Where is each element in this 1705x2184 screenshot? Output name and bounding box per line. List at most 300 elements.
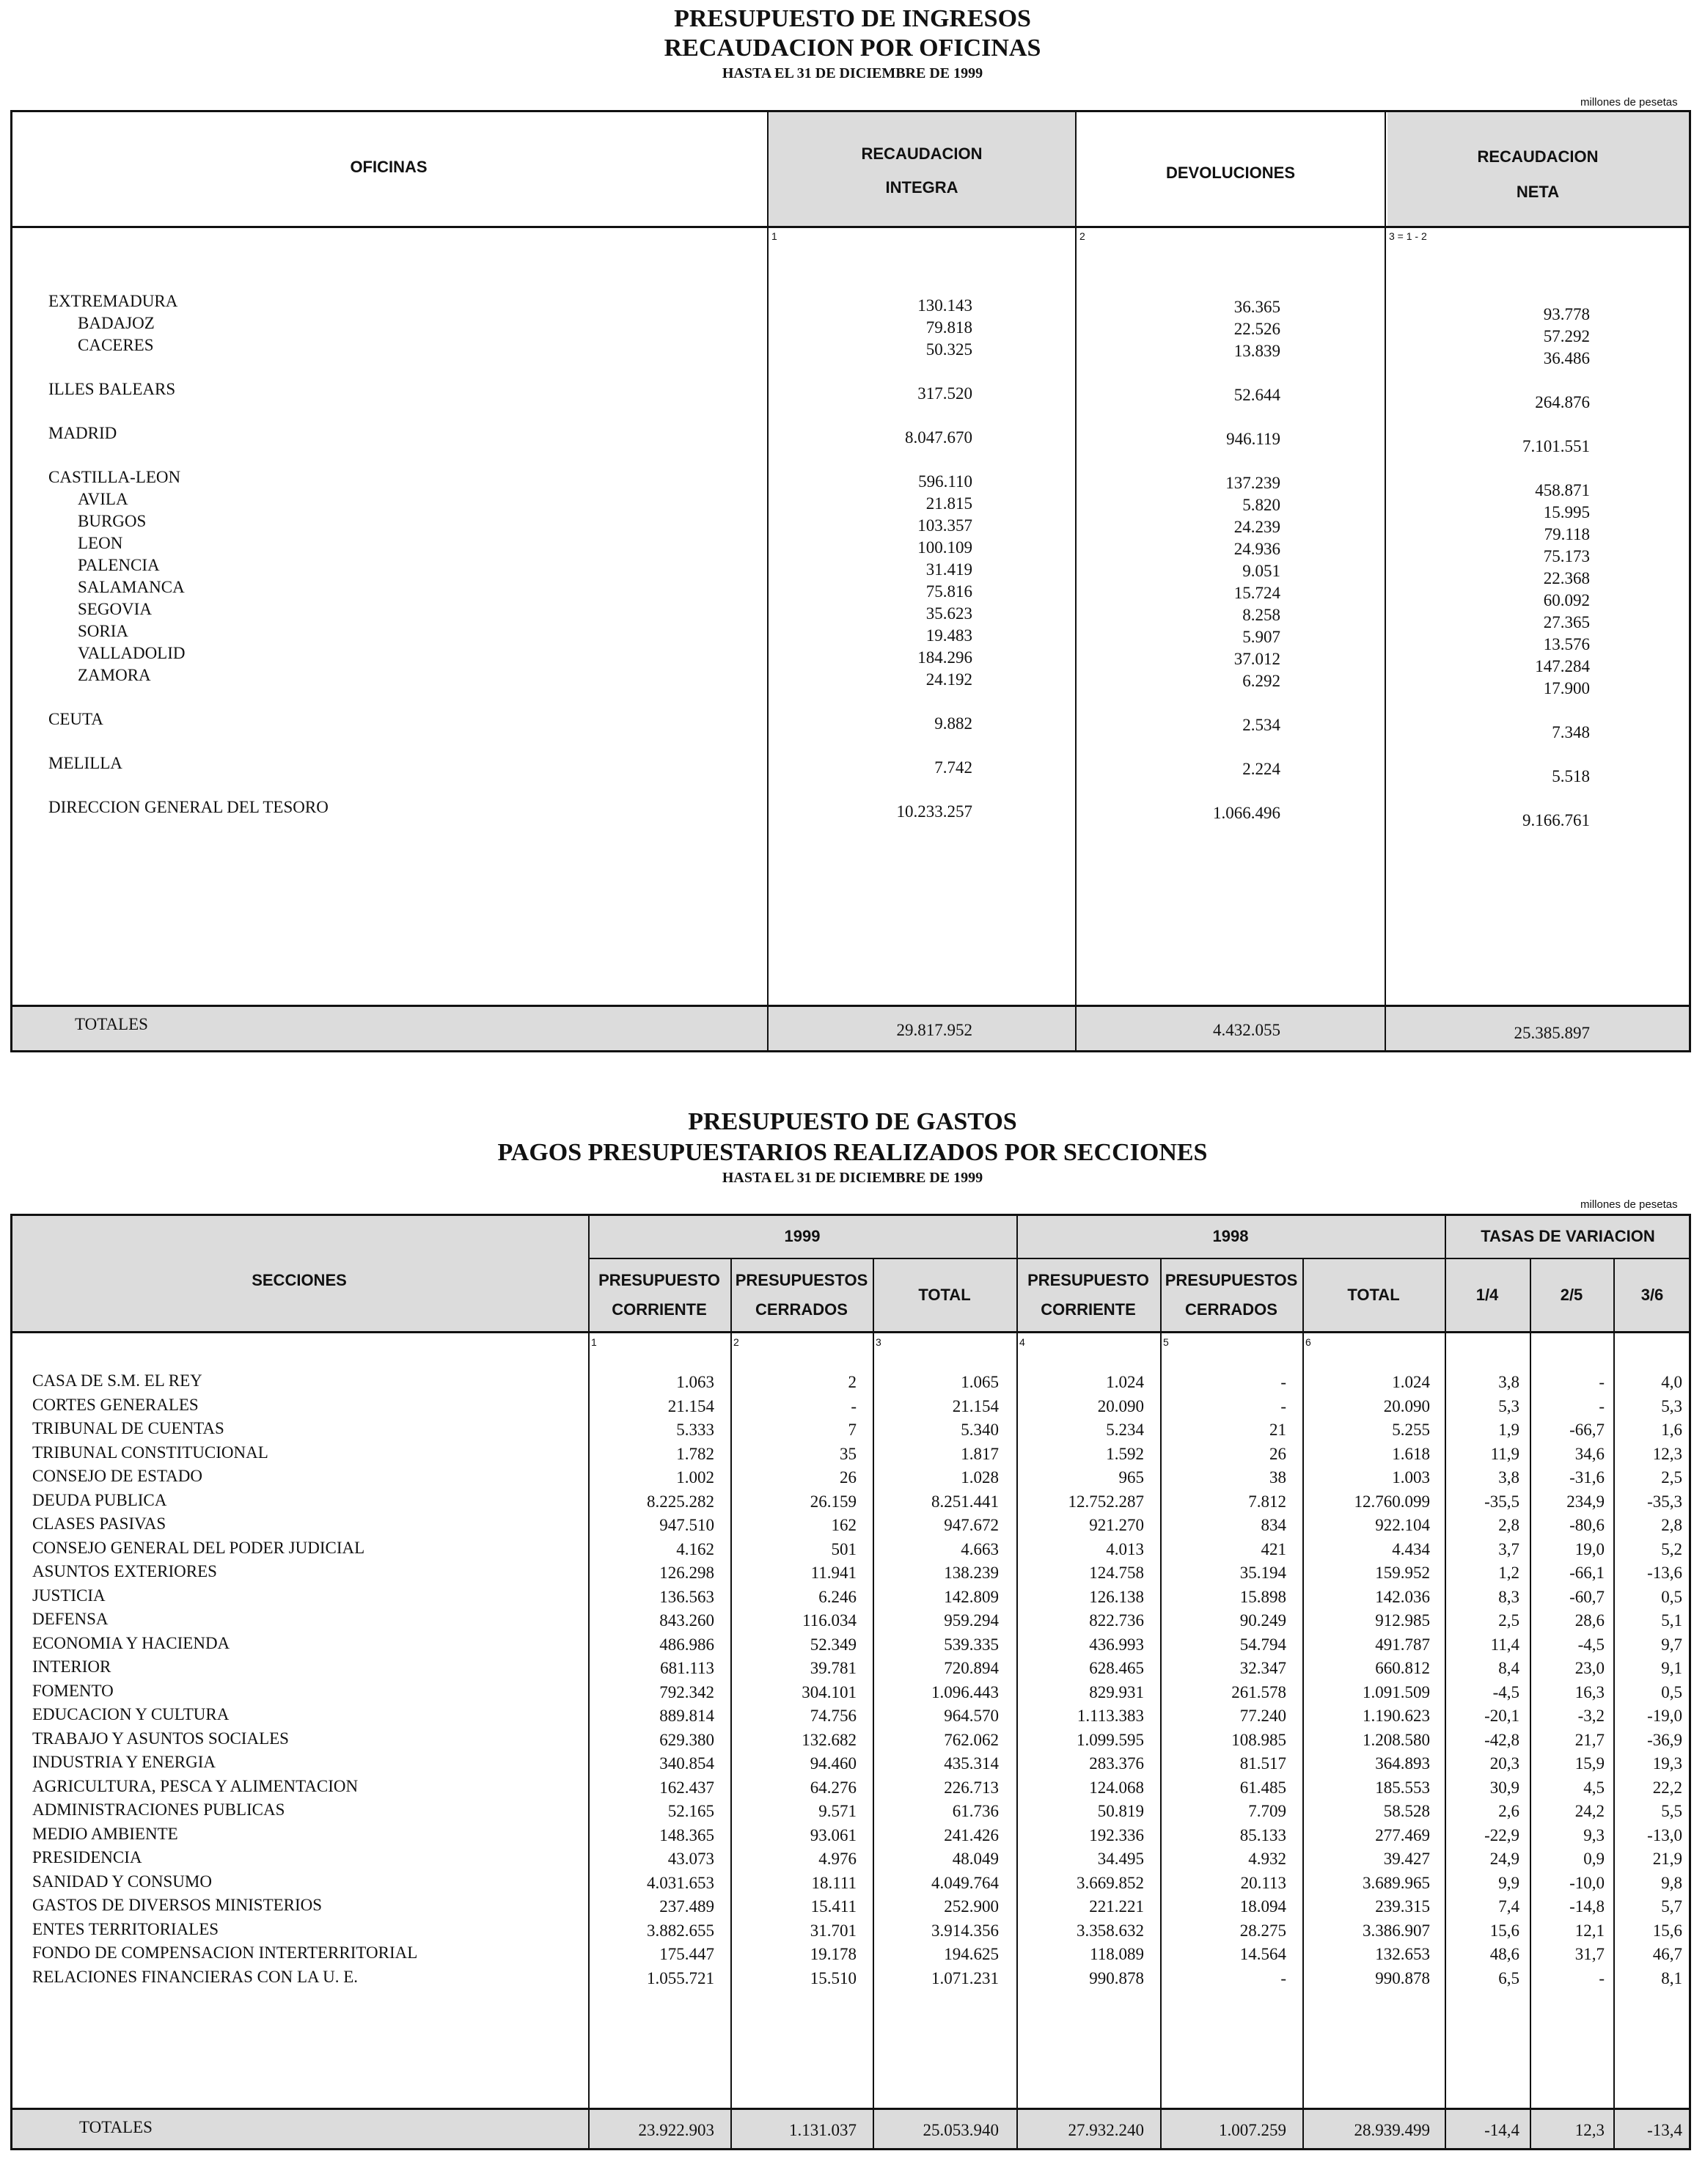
cell-total-1998: 5.255 bbox=[1392, 1421, 1430, 1439]
cell-rate-2-5: 16,3 bbox=[1574, 1683, 1605, 1701]
row-label: AGRICULTURA, PESCA Y ALIMENTACION bbox=[32, 1777, 359, 1795]
cell-neta: 9.166.761 bbox=[1522, 811, 1590, 829]
row-label: ILLES BALEARS bbox=[48, 380, 176, 398]
cell-pres-corriente-1999: 43.073 bbox=[667, 1850, 714, 1868]
col-header-integra-2: INTEGRA bbox=[885, 178, 958, 197]
col-header-rate-1-4: 1/4 bbox=[1475, 1286, 1499, 1304]
cell-total-1999: 138.239 bbox=[944, 1564, 999, 1582]
cell-rate-3-6: 12,3 bbox=[1652, 1445, 1682, 1463]
cell-rate-3-6: 5,2 bbox=[1661, 1540, 1682, 1558]
cell-pres-cerrados-1999: 9.571 bbox=[818, 1802, 857, 1820]
cell-pres-corriente-1999: 52.165 bbox=[667, 1802, 714, 1820]
cell-pres-cerrados-1999: 4.976 bbox=[818, 1850, 857, 1868]
cell-rate-2-5: 0,9 bbox=[1583, 1850, 1605, 1868]
cell-dev: 13.839 bbox=[1233, 342, 1280, 360]
cell-total-1998: 1.091.509 bbox=[1363, 1683, 1430, 1701]
cell-total-1999: 1.071.231 bbox=[931, 1969, 999, 1987]
cell-pres-corriente-1998: 34.495 bbox=[1097, 1850, 1144, 1868]
row-label: CASA DE S.M. EL REY bbox=[32, 1371, 202, 1390]
cell-pres-cerrados-1999: 116.034 bbox=[802, 1611, 857, 1630]
cell-rate-2-5: - bbox=[1599, 1397, 1605, 1415]
cell-pres-corriente-1999: 21.154 bbox=[667, 1397, 714, 1415]
row-label: PALENCIA bbox=[78, 556, 160, 574]
cell-total-1999: 1.065 bbox=[961, 1373, 999, 1391]
cell-total-1999: 5.340 bbox=[961, 1421, 999, 1439]
col-header-neta-1: RECAUDACION bbox=[1477, 147, 1599, 166]
cell-rate-3-6: -13,0 bbox=[1647, 1826, 1682, 1844]
cell-pres-corriente-1998: 965 bbox=[1118, 1468, 1144, 1487]
cell-rate-2-5: -66,7 bbox=[1569, 1421, 1605, 1439]
cell-pres-cerrados-1999: 11.941 bbox=[810, 1564, 857, 1582]
cell-rate-3-6: 5,5 bbox=[1661, 1802, 1682, 1820]
cell-rate-2-5: 9,3 bbox=[1583, 1826, 1605, 1844]
cell-rate-3-6: 4,0 bbox=[1661, 1373, 1682, 1391]
cell-pres-cerrados-1998: 7.709 bbox=[1248, 1802, 1286, 1820]
cell-rate-1-4: 7,4 bbox=[1498, 1897, 1519, 1916]
total-integra: 29.817.952 bbox=[896, 1021, 972, 1039]
cell-integra: 21.815 bbox=[925, 494, 972, 513]
cell-integra: 130.143 bbox=[917, 296, 972, 315]
row-label: MELILLA bbox=[48, 754, 122, 772]
cell-total-1998: 277.469 bbox=[1375, 1826, 1430, 1844]
cell-pres-cerrados-1999: 501 bbox=[831, 1540, 857, 1558]
cell-dev: 24.936 bbox=[1233, 540, 1280, 558]
cell-pres-cerrados-1999: 31.701 bbox=[810, 1921, 857, 1940]
cell-rate-3-6: 15,6 bbox=[1652, 1921, 1682, 1940]
cell-pres-corriente-1999: 1.002 bbox=[676, 1468, 714, 1487]
row-label: ZAMORA bbox=[78, 666, 151, 684]
cell-pres-corriente-1998: 1.099.595 bbox=[1077, 1731, 1144, 1749]
total-total-1999: 25.053.940 bbox=[923, 2121, 999, 2139]
cell-total-1998: 185.553 bbox=[1375, 1778, 1430, 1797]
total-devoluciones: 4.432.055 bbox=[1213, 1021, 1280, 1039]
ingresos-date: HASTA EL 31 DE DICIEMBRE DE 1999 bbox=[722, 65, 983, 81]
cell-integra: 10.233.257 bbox=[896, 802, 972, 821]
cell-pres-corriente-1998: 1.113.383 bbox=[1077, 1707, 1144, 1725]
cell-pres-cerrados-1999: 39.781 bbox=[810, 1659, 857, 1677]
row-label: JUSTICIA bbox=[32, 1586, 106, 1605]
cell-rate-1-4: -22,9 bbox=[1484, 1826, 1519, 1844]
cell-total-1999: 61.736 bbox=[952, 1802, 999, 1820]
cell-rate-1-4: 1,9 bbox=[1498, 1421, 1519, 1439]
cell-rate-1-4: 8,3 bbox=[1498, 1588, 1519, 1606]
cell-neta: 93.778 bbox=[1543, 305, 1590, 323]
cell-pres-corriente-1999: 126.298 bbox=[659, 1564, 714, 1582]
cell-rate-1-4: 11,4 bbox=[1490, 1635, 1519, 1654]
col-header-pres-corriente-2: CORRIENTE bbox=[1041, 1300, 1136, 1319]
col-index: 1 bbox=[771, 230, 777, 242]
cell-pres-corriente-1999: 681.113 bbox=[660, 1659, 714, 1677]
header-rule bbox=[10, 226, 1691, 228]
cell-total-1998: 39.427 bbox=[1383, 1850, 1430, 1868]
total-neta: 25.385.897 bbox=[1514, 1024, 1590, 1042]
cell-rate-1-4: 3,8 bbox=[1498, 1373, 1519, 1391]
cell-pres-cerrados-1998: 35.194 bbox=[1239, 1564, 1286, 1582]
cell-neta: 458.871 bbox=[1535, 481, 1590, 499]
cell-total-1998: 12.760.099 bbox=[1354, 1492, 1430, 1511]
cell-rate-3-6: 9,8 bbox=[1661, 1874, 1682, 1892]
cell-pres-cerrados-1998: 20.113 bbox=[1240, 1874, 1286, 1892]
cell-pres-corriente-1998: 1.592 bbox=[1106, 1445, 1144, 1463]
cell-rate-1-4: -20,1 bbox=[1484, 1707, 1519, 1725]
cell-rate-3-6: 2,8 bbox=[1661, 1516, 1682, 1534]
cell-rate-2-5: 234,9 bbox=[1566, 1492, 1605, 1511]
cell-integra: 317.520 bbox=[917, 384, 972, 403]
cell-total-1999: 21.154 bbox=[952, 1397, 999, 1415]
cell-rate-2-5: 4,5 bbox=[1583, 1778, 1605, 1797]
cell-neta: 22.368 bbox=[1543, 569, 1590, 587]
cell-pres-cerrados-1999: 26 bbox=[840, 1468, 857, 1487]
cell-pres-corriente-1998: 50.819 bbox=[1097, 1802, 1144, 1820]
row-label: MADRID bbox=[48, 424, 117, 442]
col-header-total: TOTAL bbox=[1347, 1286, 1400, 1304]
cell-pres-corriente-1998: 283.376 bbox=[1089, 1754, 1144, 1773]
cell-rate-3-6: 5,3 bbox=[1661, 1397, 1682, 1415]
totals-rule bbox=[10, 2108, 1691, 2110]
col-divider bbox=[1016, 1214, 1018, 2150]
cell-total-1999: 194.625 bbox=[944, 1945, 999, 1963]
row-label: BADAJOZ bbox=[78, 314, 155, 332]
cell-integra: 103.357 bbox=[917, 516, 972, 535]
cell-rate-3-6: -36,9 bbox=[1647, 1731, 1682, 1749]
row-label: TRABAJO Y ASUNTOS SOCIALES bbox=[32, 1729, 289, 1748]
row-label: CORTES GENERALES bbox=[32, 1396, 199, 1414]
cell-total-1999: 1.817 bbox=[961, 1445, 999, 1463]
row-label: DEUDA PUBLICA bbox=[32, 1491, 167, 1509]
row-label: ASUNTOS EXTERIORES bbox=[32, 1562, 217, 1580]
cell-dev: 5.820 bbox=[1242, 496, 1280, 514]
gastos-date: HASTA EL 31 DE DICIEMBRE DE 1999 bbox=[722, 1170, 983, 1186]
row-label: CONSEJO DE ESTADO bbox=[32, 1467, 202, 1485]
cell-total-1998: 239.315 bbox=[1375, 1897, 1430, 1916]
row-label: LEON bbox=[78, 534, 123, 552]
cell-pres-corriente-1999: 8.225.282 bbox=[647, 1492, 714, 1511]
gastos-subtitle: PAGOS PRESUPUESTARIOS REALIZADOS POR SECCIONES bbox=[497, 1139, 1208, 1166]
cell-pres-cerrados-1999: 18.111 bbox=[811, 1874, 857, 1892]
cell-dev: 6.292 bbox=[1242, 672, 1280, 690]
cell-neta: 147.284 bbox=[1535, 657, 1590, 675]
cell-integra: 100.109 bbox=[917, 538, 972, 557]
col-header-tasas: TASAS DE VARIACION bbox=[1481, 1227, 1655, 1245]
cell-rate-3-6: 9,1 bbox=[1661, 1659, 1682, 1677]
total-pres-corriente-1999: 23.922.903 bbox=[638, 2121, 714, 2139]
col-divider bbox=[1385, 110, 1386, 1052]
cell-pres-cerrados-1998: 26 bbox=[1269, 1445, 1286, 1463]
row-label: FONDO DE COMPENSACION INTERTERRITORIAL bbox=[32, 1943, 418, 1962]
cell-neta: 27.365 bbox=[1543, 613, 1590, 631]
cell-rate-1-4: 5,3 bbox=[1498, 1397, 1519, 1415]
total-pres-corriente-1998: 27.932.240 bbox=[1068, 2121, 1144, 2139]
cell-pres-corriente-1999: 1.063 bbox=[676, 1373, 714, 1391]
cell-rate-2-5: -66,1 bbox=[1569, 1564, 1605, 1582]
cell-total-1998: 4.434 bbox=[1392, 1540, 1430, 1558]
cell-pres-corriente-1998: 124.068 bbox=[1089, 1778, 1144, 1797]
cell-rate-2-5: -31,6 bbox=[1569, 1468, 1605, 1487]
cell-pres-cerrados-1999: 26.159 bbox=[810, 1492, 857, 1511]
col-divider bbox=[1445, 1214, 1446, 2150]
cell-integra: 184.296 bbox=[917, 648, 972, 667]
cell-integra: 79.818 bbox=[925, 318, 972, 337]
cell-neta: 13.576 bbox=[1543, 635, 1590, 653]
cell-pres-corriente-1999: 629.380 bbox=[659, 1731, 714, 1749]
col-header-total: TOTAL bbox=[918, 1286, 971, 1304]
cell-neta: 7.348 bbox=[1552, 723, 1590, 741]
cell-integra: 19.483 bbox=[925, 626, 972, 645]
cell-rate-1-4: 11,9 bbox=[1490, 1445, 1519, 1463]
cell-total-1999: 4.049.764 bbox=[931, 1874, 999, 1892]
cell-dev: 8.258 bbox=[1242, 606, 1280, 624]
cell-rate-2-5: -80,6 bbox=[1569, 1516, 1605, 1534]
cell-neta: 17.900 bbox=[1543, 679, 1590, 697]
cell-rate-1-4: 9,9 bbox=[1498, 1874, 1519, 1892]
cell-rate-1-4: 2,6 bbox=[1498, 1802, 1519, 1820]
cell-total-1998: 58.528 bbox=[1383, 1802, 1430, 1820]
cell-rate-2-5: 15,9 bbox=[1574, 1754, 1605, 1773]
cell-pres-corriente-1998: 118.089 bbox=[1090, 1945, 1144, 1963]
col-header-neta-2: NETA bbox=[1516, 183, 1560, 201]
col-index: 3 = 1 - 2 bbox=[1389, 230, 1427, 242]
cell-total-1998: 364.893 bbox=[1375, 1754, 1430, 1773]
cell-dev: 946.119 bbox=[1226, 430, 1280, 448]
col-header-oficinas: OFICINAS bbox=[350, 158, 428, 176]
row-label: CEUTA bbox=[48, 710, 103, 728]
totals-rule bbox=[10, 1005, 1691, 1007]
cell-dev: 15.724 bbox=[1233, 584, 1280, 602]
row-label: PRESIDENCIA bbox=[32, 1848, 142, 1866]
cell-pres-corriente-1998: 3.669.852 bbox=[1077, 1874, 1144, 1892]
cell-total-1999: 48.049 bbox=[952, 1850, 999, 1868]
cell-dev: 37.012 bbox=[1233, 650, 1280, 668]
cell-neta: 79.118 bbox=[1544, 525, 1590, 543]
cell-total-1998: 142.036 bbox=[1375, 1588, 1430, 1606]
cell-rate-3-6: 22,2 bbox=[1652, 1778, 1682, 1797]
cell-rate-3-6: -19,0 bbox=[1647, 1707, 1682, 1725]
cell-pres-cerrados-1998: 54.794 bbox=[1239, 1635, 1286, 1654]
cell-rate-2-5: 21,7 bbox=[1574, 1731, 1605, 1749]
cell-pres-cerrados-1998: 85.133 bbox=[1239, 1826, 1286, 1844]
cell-rate-3-6: 5,1 bbox=[1661, 1611, 1682, 1630]
cell-pres-cerrados-1999: 132.682 bbox=[802, 1731, 857, 1749]
cell-pres-cerrados-1999: 15.411 bbox=[810, 1897, 857, 1916]
cell-dev: 2.224 bbox=[1242, 760, 1280, 778]
ingresos-unit: millones de pesetas bbox=[1580, 96, 1678, 109]
year-rule bbox=[588, 1258, 1691, 1259]
cell-total-1998: 1.618 bbox=[1392, 1445, 1430, 1463]
cell-pres-cerrados-1998: 834 bbox=[1261, 1516, 1286, 1534]
cell-rate-3-6: 46,7 bbox=[1652, 1945, 1682, 1963]
cell-dev: 24.239 bbox=[1233, 518, 1280, 536]
col-header-1998: 1998 bbox=[1212, 1227, 1249, 1245]
cell-neta: 57.292 bbox=[1543, 327, 1590, 345]
cell-pres-cerrados-1998: - bbox=[1280, 1373, 1286, 1391]
cell-total-1999: 959.294 bbox=[944, 1611, 999, 1630]
cell-pres-cerrados-1998: 18.094 bbox=[1239, 1897, 1286, 1916]
cell-total-1999: 142.809 bbox=[944, 1588, 999, 1606]
cell-dev: 9.051 bbox=[1242, 562, 1280, 580]
col-index: 2 bbox=[1079, 230, 1085, 242]
cell-total-1998: 922.104 bbox=[1375, 1516, 1430, 1534]
cell-rate-1-4: 30,9 bbox=[1489, 1778, 1519, 1797]
cell-total-1999: 226.713 bbox=[944, 1778, 999, 1797]
row-label: INTERIOR bbox=[32, 1657, 111, 1676]
cell-rate-2-5: -60,7 bbox=[1569, 1588, 1605, 1606]
cell-dev: 22.526 bbox=[1233, 320, 1280, 338]
col-header-pres-cerrados: PRESUPUESTOS bbox=[1165, 1271, 1298, 1289]
cell-total-1998: 1.024 bbox=[1392, 1373, 1430, 1391]
cell-pres-corriente-1999: 3.882.655 bbox=[647, 1921, 714, 1940]
cell-pres-cerrados-1998: 81.517 bbox=[1239, 1754, 1286, 1773]
col-index: 6 bbox=[1305, 1336, 1311, 1348]
cell-integra: 596.110 bbox=[918, 472, 972, 491]
ingresos-subtitle: RECAUDACION POR OFICINAS bbox=[664, 34, 1041, 62]
cell-total-1998: 912.985 bbox=[1375, 1611, 1430, 1630]
cell-total-1999: 252.900 bbox=[944, 1897, 999, 1916]
cell-total-1998: 990.878 bbox=[1375, 1969, 1430, 1987]
cell-total-1999: 8.251.441 bbox=[931, 1492, 999, 1511]
col-header-pres-corriente: PRESUPUESTO bbox=[598, 1271, 720, 1289]
cell-pres-corriente-1998: 126.138 bbox=[1089, 1588, 1144, 1606]
cell-rate-1-4: 1,2 bbox=[1498, 1564, 1519, 1582]
cell-integra: 50.325 bbox=[925, 340, 972, 359]
cell-rate-1-4: 8,4 bbox=[1498, 1659, 1519, 1677]
cell-neta: 75.173 bbox=[1543, 547, 1590, 565]
total-rate-3-6: -13,4 bbox=[1647, 2121, 1682, 2139]
row-label: ENTES TERRITORIALES bbox=[32, 1920, 219, 1938]
cell-pres-corriente-1999: 947.510 bbox=[659, 1516, 714, 1534]
cell-pres-cerrados-1998: 7.812 bbox=[1248, 1492, 1286, 1511]
cell-total-1999: 539.335 bbox=[944, 1635, 999, 1654]
cell-pres-corriente-1998: 5.234 bbox=[1106, 1421, 1144, 1439]
cell-pres-cerrados-1998: 90.249 bbox=[1239, 1611, 1286, 1630]
cell-total-1998: 491.787 bbox=[1375, 1635, 1430, 1654]
row-label: CASTILLA-LEON bbox=[48, 468, 181, 486]
cell-neta: 60.092 bbox=[1543, 591, 1590, 609]
cell-rate-2-5: -4,5 bbox=[1577, 1635, 1605, 1654]
total-total-1998: 28.939.499 bbox=[1354, 2121, 1430, 2139]
col-header-1999: 1999 bbox=[784, 1227, 821, 1245]
cell-rate-2-5: -14,8 bbox=[1569, 1897, 1605, 1916]
cell-neta: 7.101.551 bbox=[1522, 437, 1590, 455]
cell-pres-corriente-1999: 1.055.721 bbox=[647, 1969, 714, 1987]
col-index: 1 bbox=[591, 1336, 597, 1348]
cell-rate-1-4: -35,5 bbox=[1484, 1492, 1519, 1511]
cell-pres-corriente-1999: 889.814 bbox=[659, 1707, 714, 1725]
cell-dev: 1.066.496 bbox=[1213, 804, 1280, 822]
cell-rate-2-5: -3,2 bbox=[1577, 1707, 1605, 1725]
cell-pres-corriente-1999: 486.986 bbox=[659, 1635, 714, 1654]
cell-rate-1-4: 2,8 bbox=[1498, 1516, 1519, 1534]
cell-rate-2-5: 34,6 bbox=[1574, 1445, 1605, 1463]
cell-pres-cerrados-1999: 7 bbox=[848, 1421, 857, 1439]
cell-total-1999: 947.672 bbox=[944, 1516, 999, 1534]
cell-total-1999: 1.028 bbox=[961, 1468, 999, 1487]
cell-pres-corriente-1999: 843.260 bbox=[659, 1611, 714, 1630]
cell-pres-cerrados-1998: 38 bbox=[1269, 1468, 1286, 1487]
cell-rate-1-4: 2,5 bbox=[1498, 1611, 1519, 1630]
col-header-rate-2-5: 2/5 bbox=[1560, 1286, 1583, 1304]
cell-neta: 36.486 bbox=[1543, 349, 1590, 367]
cell-pres-cerrados-1998: 15.898 bbox=[1239, 1588, 1286, 1606]
row-label: EDUCACION Y CULTURA bbox=[32, 1705, 230, 1723]
row-label: RELACIONES FINANCIERAS CON LA U. E. bbox=[32, 1968, 359, 1986]
header-rule bbox=[10, 1331, 1691, 1333]
cell-pres-corriente-1998: 1.024 bbox=[1106, 1373, 1144, 1391]
cell-pres-cerrados-1999: 35 bbox=[840, 1445, 857, 1463]
cell-rate-2-5: - bbox=[1599, 1969, 1605, 1987]
cell-pres-cerrados-1998: 14.564 bbox=[1239, 1945, 1286, 1963]
cell-integra: 9.882 bbox=[934, 714, 972, 733]
cell-pres-cerrados-1998: 261.578 bbox=[1231, 1683, 1286, 1701]
cell-pres-corriente-1998: 124.758 bbox=[1089, 1564, 1144, 1582]
gastos-title: PRESUPUESTO DE GASTOS bbox=[688, 1108, 1017, 1135]
cell-pres-corriente-1999: 792.342 bbox=[659, 1683, 714, 1701]
cell-total-1999: 435.314 bbox=[944, 1754, 999, 1773]
cell-total-1999: 964.570 bbox=[944, 1707, 999, 1725]
cell-total-1998: 132.653 bbox=[1375, 1945, 1430, 1963]
row-label: ADMINISTRACIONES PUBLICAS bbox=[32, 1800, 285, 1819]
cell-dev: 137.239 bbox=[1225, 474, 1280, 492]
cell-rate-1-4: -4,5 bbox=[1492, 1683, 1519, 1701]
cell-total-1999: 3.914.356 bbox=[931, 1921, 999, 1940]
row-label: MEDIO AMBIENTE bbox=[32, 1825, 178, 1843]
cell-total-1999: 4.663 bbox=[961, 1540, 999, 1558]
cell-rate-2-5: 12,1 bbox=[1574, 1921, 1605, 1940]
cell-pres-corriente-1998: 192.336 bbox=[1089, 1826, 1144, 1844]
gastos-unit: millones de pesetas bbox=[1580, 1198, 1678, 1211]
cell-pres-cerrados-1999: 52.349 bbox=[810, 1635, 857, 1654]
row-label: BURGOS bbox=[78, 512, 147, 530]
cell-pres-corriente-1999: 4.162 bbox=[676, 1540, 714, 1558]
total-rate-2-5: 12,3 bbox=[1574, 2121, 1605, 2139]
cell-integra: 24.192 bbox=[925, 670, 972, 689]
col-header-devoluciones: DEVOLUCIONES bbox=[1165, 164, 1296, 182]
col-header-pres-cerrados-2: CERRADOS bbox=[755, 1300, 848, 1319]
cell-integra: 31.419 bbox=[925, 560, 972, 579]
col-divider bbox=[767, 110, 769, 1052]
col-header-pres-corriente-2: CORRIENTE bbox=[612, 1300, 707, 1319]
row-label: TRIBUNAL DE CUENTAS bbox=[32, 1419, 224, 1437]
cell-pres-cerrados-1999: 2 bbox=[848, 1373, 857, 1391]
cell-rate-2-5: 31,7 bbox=[1574, 1945, 1605, 1963]
cell-total-1998: 20.090 bbox=[1383, 1397, 1430, 1415]
row-label: CONSEJO GENERAL DEL PODER JUDICIAL bbox=[32, 1539, 365, 1557]
cell-rate-2-5: -10,0 bbox=[1569, 1874, 1605, 1892]
cell-pres-corriente-1998: 20.090 bbox=[1097, 1397, 1144, 1415]
cell-pres-corriente-1998: 12.752.287 bbox=[1068, 1492, 1144, 1511]
cell-pres-corriente-1999: 175.447 bbox=[659, 1945, 714, 1963]
row-label: GASTOS DE DIVERSOS MINISTERIOS bbox=[32, 1896, 323, 1914]
col-header-rate-3-6: 3/6 bbox=[1640, 1286, 1664, 1304]
cell-pres-corriente-1998: 4.013 bbox=[1106, 1540, 1144, 1558]
cell-pres-corriente-1999: 162.437 bbox=[659, 1778, 714, 1797]
row-label: VALLADOLID bbox=[78, 644, 186, 662]
cell-rate-3-6: 8,1 bbox=[1661, 1969, 1682, 1987]
cell-rate-3-6: 9,7 bbox=[1661, 1635, 1682, 1654]
row-label: SALAMANCA bbox=[78, 578, 185, 596]
cell-pres-cerrados-1999: 93.061 bbox=[810, 1826, 857, 1844]
cell-pres-cerrados-1998: 32.347 bbox=[1239, 1659, 1286, 1677]
cell-total-1998: 3.386.907 bbox=[1363, 1921, 1430, 1940]
row-label: DIRECCION GENERAL DEL TESORO bbox=[48, 798, 329, 816]
cell-integra: 8.047.670 bbox=[905, 428, 972, 447]
cell-pres-cerrados-1998: 4.932 bbox=[1248, 1850, 1286, 1868]
cell-dev: 52.644 bbox=[1233, 386, 1280, 404]
row-label: EXTREMADURA bbox=[48, 292, 178, 310]
cell-pres-cerrados-1999: 15.510 bbox=[810, 1969, 857, 1987]
cell-rate-3-6: 0,5 bbox=[1661, 1683, 1682, 1701]
cell-pres-corriente-1999: 237.489 bbox=[659, 1897, 714, 1916]
cell-rate-3-6: 2,5 bbox=[1661, 1468, 1682, 1487]
